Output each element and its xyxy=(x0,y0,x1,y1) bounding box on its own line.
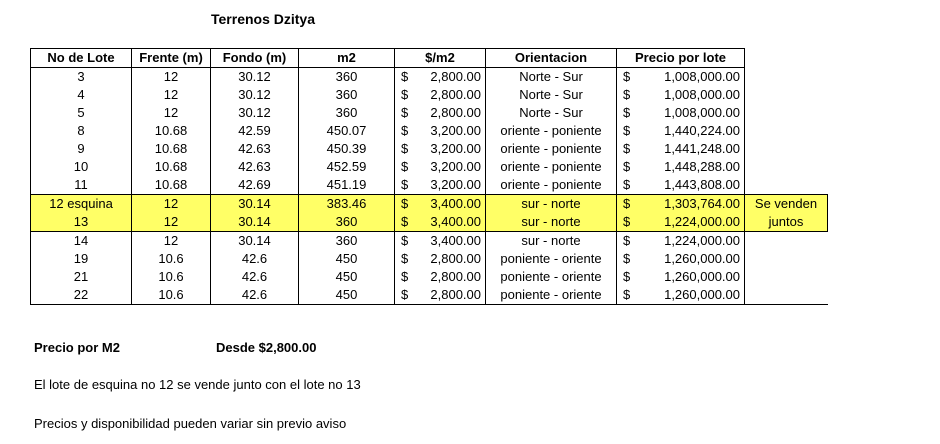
currency-symbol: $ xyxy=(401,214,409,229)
cell-m2: 360 xyxy=(299,86,395,104)
cell-precio-lote-value: 1,443,808.00 xyxy=(664,177,740,192)
cell-m2: 383.46 xyxy=(299,195,395,214)
cell-precio-lote xyxy=(617,268,745,286)
currency-symbol: $ xyxy=(623,141,631,156)
cell-note: juntos xyxy=(745,213,828,232)
cell-precio-lote xyxy=(617,122,745,140)
cell-fondo: 30.12 xyxy=(211,104,299,122)
cell-fondo: 42.6 xyxy=(211,268,299,286)
cell-precio-m2 xyxy=(395,140,486,158)
cell-orientacion: oriente - poniente xyxy=(486,176,617,195)
cell-frente: 12 xyxy=(132,195,211,214)
cell-precio-lote-value: 1,260,000.00 xyxy=(664,287,740,302)
cell-orientacion: poniente - oriente xyxy=(486,250,617,268)
table-row xyxy=(31,195,828,214)
cell-m2: 360 xyxy=(299,68,395,87)
cell-precio-m2-value: 2,800.00 xyxy=(430,69,481,84)
currency-symbol: $ xyxy=(623,287,631,302)
cell-precio-m2-value: 2,800.00 xyxy=(430,269,481,284)
cell-m2: 451.19 xyxy=(299,176,395,195)
cell-fondo: 30.12 xyxy=(211,86,299,104)
header-precio-m2: $/m2 xyxy=(395,49,486,68)
cell-note xyxy=(745,68,828,87)
cell-fondo: 42.6 xyxy=(211,286,299,305)
cell-precio-lote-value: 1,008,000.00 xyxy=(664,105,740,120)
cell-fondo: 42.6 xyxy=(211,250,299,268)
currency-symbol: $ xyxy=(623,69,631,84)
header-orientacion: Orientacion xyxy=(486,49,617,68)
cell-precio-lote-value: 1,008,000.00 xyxy=(664,87,740,102)
cell-precio-m2 xyxy=(395,286,486,305)
cell-fondo: 30.14 xyxy=(211,195,299,214)
cell-orientacion: sur - norte xyxy=(486,213,617,232)
cell-orientacion: sur - norte xyxy=(486,232,617,251)
cell-precio-m2 xyxy=(395,158,486,176)
table-row xyxy=(31,213,828,232)
table-row xyxy=(31,232,828,251)
cell-precio-lote xyxy=(617,195,745,214)
cell-orientacion: poniente - oriente xyxy=(486,268,617,286)
cell-note xyxy=(745,158,828,176)
cell-fondo: 42.69 xyxy=(211,176,299,195)
cell-note xyxy=(745,268,828,286)
cell-note xyxy=(745,286,828,305)
currency-symbol: $ xyxy=(623,251,631,266)
header-note-spacer xyxy=(745,49,828,68)
cell-m2: 450.07 xyxy=(299,122,395,140)
header-row xyxy=(31,49,828,68)
cell-precio-lote-value: 1,303,764.00 xyxy=(664,196,740,211)
currency-symbol: $ xyxy=(623,159,631,174)
cell-orientacion: oriente - poniente xyxy=(486,140,617,158)
cell-precio-lote-value: 1,260,000.00 xyxy=(664,269,740,284)
cell-frente: 10.6 xyxy=(132,250,211,268)
cell-precio-m2-value: 3,400.00 xyxy=(430,233,481,248)
cell-precio-m2-value: 2,800.00 xyxy=(430,105,481,120)
header-fondo: Fondo (m) xyxy=(211,49,299,68)
currency-symbol: $ xyxy=(401,141,409,156)
lots-table xyxy=(30,48,828,305)
cell-m2: 360 xyxy=(299,104,395,122)
table-row xyxy=(31,158,828,176)
cell-lote: 11 xyxy=(31,176,132,195)
cell-orientacion: Norte - Sur xyxy=(486,104,617,122)
cell-precio-lote-value: 1,008,000.00 xyxy=(664,69,740,84)
cell-note xyxy=(745,176,828,195)
currency-symbol: $ xyxy=(401,269,409,284)
table-row xyxy=(31,268,828,286)
cell-precio-lote xyxy=(617,250,745,268)
cell-fondo: 42.59 xyxy=(211,122,299,140)
cell-precio-lote-value: 1,224,000.00 xyxy=(664,214,740,229)
cell-frente: 12 xyxy=(132,104,211,122)
cell-frente: 12 xyxy=(132,213,211,232)
table-row xyxy=(31,68,828,87)
cell-lote: 21 xyxy=(31,268,132,286)
cell-note xyxy=(745,122,828,140)
header-frente: Frente (m) xyxy=(132,49,211,68)
header-m2: m2 xyxy=(299,49,395,68)
cell-orientacion: oriente - poniente xyxy=(486,158,617,176)
table-row xyxy=(31,122,828,140)
cell-orientacion: Norte - Sur xyxy=(486,86,617,104)
currency-symbol: $ xyxy=(623,177,631,192)
cell-fondo: 30.14 xyxy=(211,213,299,232)
cell-m2: 452.59 xyxy=(299,158,395,176)
cell-fondo: 30.12 xyxy=(211,68,299,87)
table-row xyxy=(31,176,828,195)
cell-m2: 360 xyxy=(299,213,395,232)
cell-fondo: 42.63 xyxy=(211,158,299,176)
cell-precio-lote-value: 1,441,248.00 xyxy=(664,141,740,156)
currency-symbol: $ xyxy=(401,159,409,174)
cell-frente: 12 xyxy=(132,86,211,104)
cell-m2: 450.39 xyxy=(299,140,395,158)
cell-precio-m2 xyxy=(395,268,486,286)
currency-symbol: $ xyxy=(401,251,409,266)
cell-lote: 4 xyxy=(31,86,132,104)
cell-m2: 450 xyxy=(299,250,395,268)
header-precio-lote: Precio por lote xyxy=(617,49,745,68)
cell-precio-lote xyxy=(617,140,745,158)
currency-symbol: $ xyxy=(623,123,631,138)
cell-fondo: 42.63 xyxy=(211,140,299,158)
cell-precio-m2-value: 3,200.00 xyxy=(430,123,481,138)
cell-precio-lote-value: 1,224,000.00 xyxy=(664,233,740,248)
cell-precio-lote xyxy=(617,158,745,176)
cell-precio-lote-value: 1,260,000.00 xyxy=(664,251,740,266)
cell-precio-m2-value: 3,400.00 xyxy=(430,214,481,229)
cell-lote: 3 xyxy=(31,68,132,87)
cell-frente: 10.68 xyxy=(132,158,211,176)
cell-precio-lote xyxy=(617,176,745,195)
cell-precio-m2 xyxy=(395,250,486,268)
currency-symbol: $ xyxy=(401,177,409,192)
cell-note xyxy=(745,140,828,158)
cell-precio-lote-value: 1,440,224.00 xyxy=(664,123,740,138)
precio-m2-label: Precio por M2 xyxy=(34,340,120,355)
cell-m2: 450 xyxy=(299,268,395,286)
cell-orientacion: poniente - oriente xyxy=(486,286,617,305)
table-row xyxy=(31,86,828,104)
currency-symbol: $ xyxy=(623,233,631,248)
cell-lote: 10 xyxy=(31,158,132,176)
cell-lote: 19 xyxy=(31,250,132,268)
cell-precio-m2 xyxy=(395,232,486,251)
cell-orientacion: sur - norte xyxy=(486,195,617,214)
cell-precio-m2 xyxy=(395,213,486,232)
currency-symbol: $ xyxy=(623,87,631,102)
cell-lote: 13 xyxy=(31,213,132,232)
cell-frente: 10.68 xyxy=(132,176,211,195)
cell-lote: 14 xyxy=(31,232,132,251)
cell-precio-m2 xyxy=(395,195,486,214)
cell-precio-m2 xyxy=(395,176,486,195)
cell-lote: 22 xyxy=(31,286,132,305)
cell-precio-lote xyxy=(617,213,745,232)
cell-precio-lote xyxy=(617,104,745,122)
cell-precio-m2-value: 2,800.00 xyxy=(430,87,481,102)
currency-symbol: $ xyxy=(401,233,409,248)
currency-symbol: $ xyxy=(623,196,631,211)
cell-note xyxy=(745,250,828,268)
currency-symbol: $ xyxy=(401,123,409,138)
cell-frente: 10.68 xyxy=(132,122,211,140)
cell-precio-lote xyxy=(617,68,745,87)
corner-lot-note: El lote de esquina no 12 se vende junto con el lote no 13 xyxy=(34,377,361,392)
table-row xyxy=(31,104,828,122)
cell-note xyxy=(745,232,828,251)
currency-symbol: $ xyxy=(401,196,409,211)
cell-precio-m2 xyxy=(395,104,486,122)
disclaimer-note: Precios y disponibilidad pueden variar sin previo aviso xyxy=(34,416,347,431)
table-row xyxy=(31,250,828,268)
cell-precio-m2-value: 3,400.00 xyxy=(430,196,481,211)
cell-frente: 10.68 xyxy=(132,140,211,158)
currency-symbol: $ xyxy=(623,105,631,120)
cell-precio-m2-value: 3,200.00 xyxy=(430,159,481,174)
currency-symbol: $ xyxy=(623,214,631,229)
currency-symbol: $ xyxy=(401,87,409,102)
table-row xyxy=(31,140,828,158)
cell-frente: 12 xyxy=(132,68,211,87)
cell-frente: 10.6 xyxy=(132,268,211,286)
table-row xyxy=(31,286,828,305)
cell-m2: 360 xyxy=(299,232,395,251)
cell-lote: 12 esquina xyxy=(31,195,132,214)
cell-precio-m2 xyxy=(395,86,486,104)
cell-orientacion: oriente - poniente xyxy=(486,122,617,140)
currency-symbol: $ xyxy=(623,269,631,284)
cell-precio-lote xyxy=(617,86,745,104)
cell-lote: 9 xyxy=(31,140,132,158)
cell-fondo: 30.14 xyxy=(211,232,299,251)
cell-m2: 450 xyxy=(299,286,395,305)
cell-note: Se venden xyxy=(745,195,828,214)
cell-frente: 12 xyxy=(132,232,211,251)
cell-precio-m2 xyxy=(395,68,486,87)
cell-precio-m2 xyxy=(395,122,486,140)
precio-m2-value: Desde $2,800.00 xyxy=(216,340,317,355)
cell-lote: 5 xyxy=(31,104,132,122)
document-title: Terrenos Dzitya xyxy=(211,11,315,27)
header-lote: No de Lote xyxy=(31,49,132,68)
currency-symbol: $ xyxy=(401,105,409,120)
cell-note xyxy=(745,86,828,104)
cell-precio-m2-value: 3,200.00 xyxy=(430,141,481,156)
cell-precio-m2-value: 2,800.00 xyxy=(430,251,481,266)
cell-orientacion: Norte - Sur xyxy=(486,68,617,87)
cell-lote: 8 xyxy=(31,122,132,140)
cell-note xyxy=(745,104,828,122)
cell-precio-lote xyxy=(617,286,745,305)
currency-symbol: $ xyxy=(401,69,409,84)
cell-precio-lote-value: 1,448,288.00 xyxy=(664,159,740,174)
cell-frente: 10.6 xyxy=(132,286,211,305)
cell-precio-m2-value: 3,200.00 xyxy=(430,177,481,192)
currency-symbol: $ xyxy=(401,287,409,302)
cell-precio-m2-value: 2,800.00 xyxy=(430,287,481,302)
cell-precio-lote xyxy=(617,232,745,251)
